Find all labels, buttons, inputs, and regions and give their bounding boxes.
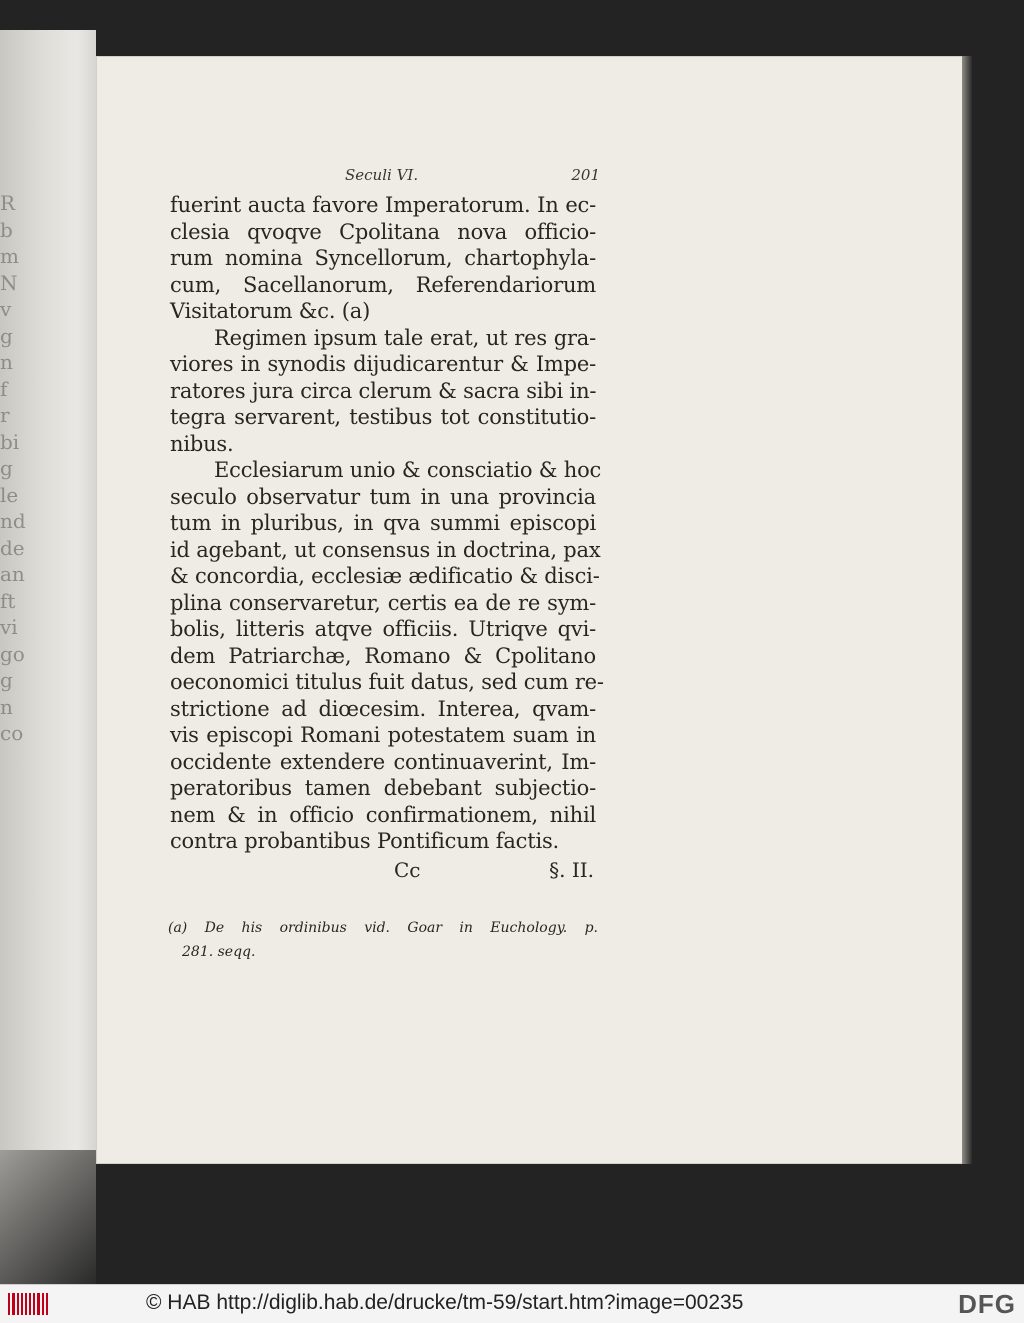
facing-page-text-fragments — [0, 190, 30, 747]
text-line: bolis, litteris atqve officiis. Utriqve qvi- — [170, 617, 596, 641]
text-line: cum, Sacellanorum, Referendariorum — [170, 272, 596, 297]
text-line: viores in synodis dijudicarentur & Impe- — [170, 352, 596, 376]
ghost-fragment: R — [0, 191, 16, 215]
text-line: contra probantibus Pontificum factis. — [170, 829, 560, 853]
text-line: nibus. — [170, 431, 234, 456]
text-line: occidente extendere continuaverint, Im- — [170, 749, 596, 774]
page-edge-shadow — [962, 56, 972, 1164]
ghost-fragment: an — [0, 562, 25, 586]
text-line: vis episcopi Romani potestatem suam in — [170, 723, 596, 747]
ghost-fragment: r — [0, 403, 10, 427]
ghost-fragment: n — [0, 694, 13, 719]
text-line: oeconomici titulus fuit datus, sed cum re- — [170, 670, 604, 694]
text-line: tum in pluribus, in qva summi episcopi — [170, 511, 596, 535]
text-line: strictione ad diœcesim. Interea, qvam- — [170, 696, 596, 721]
source-url-credit[interactable]: © HAB http://diglib.hab.de/drucke/tm-59/start.htm?image=00235 — [146, 1291, 744, 1314]
dfg-logo: DFG — [958, 1289, 1016, 1319]
text-line: seculo observatur tum in una provincia — [170, 484, 596, 509]
hab-barcode-logo-icon — [8, 1293, 48, 1315]
ghost-fragment: co — [0, 721, 24, 745]
ghost-fragment: N — [0, 270, 18, 295]
text-line: plina conservaretur, certis ea de re sym- — [170, 590, 596, 615]
footnote-line: 281. seqq. — [182, 944, 256, 960]
text-line: dem Patriarchæ, Romano & Cpolitano — [170, 643, 596, 668]
page-body-text — [170, 192, 604, 855]
text-line: fuerint aucta favore Imperatorum. In ec- — [170, 193, 596, 217]
text-line: Visitatorum &c. (a) — [170, 299, 371, 323]
ghost-fragment: vi — [0, 615, 18, 639]
text-line: tegra servarent, testibus tot constitutio- — [170, 405, 596, 429]
page-number: 201 — [571, 166, 600, 184]
text-line: peratoribus tamen debebant subjectio- — [170, 776, 596, 800]
text-line: clesia qvoqve Cpolitana nova officio- — [170, 219, 596, 244]
text-line: id agebant, ut consensus in doctrina, pax — [170, 537, 601, 562]
ghost-fragment: g — [0, 323, 13, 348]
signature-mark: Cc — [394, 858, 421, 882]
ghost-fragment: v — [0, 297, 12, 321]
ghost-fragment: ft — [0, 588, 16, 613]
text-line: & concordia, ecclesiæ ædificatio & disci- — [170, 564, 600, 588]
ghost-fragment: le — [0, 482, 19, 507]
text-line: nem & in officio confirmationem, nihil — [170, 802, 596, 827]
ghost-fragment: bi — [0, 429, 20, 454]
ghost-fragment: g — [0, 668, 13, 692]
page-fold-shadow — [0, 1150, 96, 1284]
ghost-fragment: n — [0, 350, 13, 374]
text-line: Regimen ipsum tale erat, ut res gra- — [214, 325, 596, 350]
text-line: Ecclesiarum unio & consciatio & hoc — [214, 458, 602, 482]
ghost-fragment: nd — [0, 509, 26, 533]
ghost-fragment: m — [0, 244, 19, 268]
ghost-fragment: f — [0, 376, 8, 401]
ghost-fragment: go — [0, 641, 25, 666]
text-line: rum nomina Syncellorum, chartophyla- — [170, 246, 596, 270]
footnote — [168, 916, 598, 964]
ghost-fragment: b — [0, 217, 13, 242]
catchword: §. II. — [549, 858, 594, 882]
footnote-line: (a) De his ordinibus vid. Goar in Euchology. p. — [168, 920, 598, 936]
text-line: ratores jura circa clerum & sacra sibi in- — [170, 378, 597, 403]
viewer-footer — [0, 1284, 1024, 1323]
ghost-fragment: g — [0, 456, 13, 480]
ghost-fragment: de — [0, 535, 25, 560]
running-title: Seculi VI. — [345, 166, 419, 184]
